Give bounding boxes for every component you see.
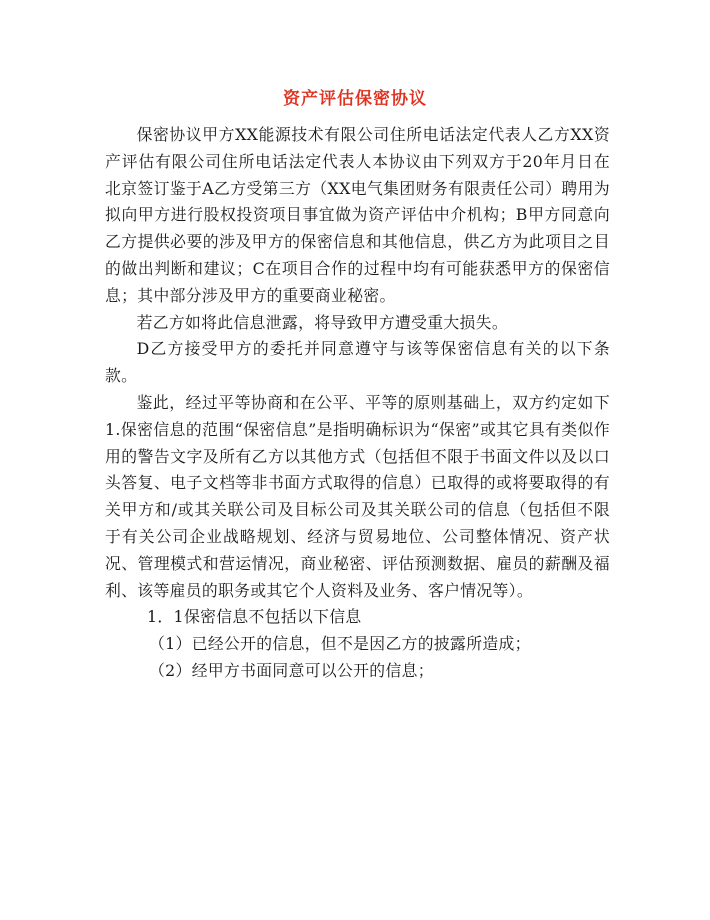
clause-heading: 1．1保密信息不包括以下信息 [147,607,362,627]
paragraph-acceptance: D乙方接受甲方的委托并同意遵守与该等保密信息有关的以下条款。 [105,339,610,386]
document-title: 资产评估保密协议 [283,89,427,109]
clause-item: （1）已经公开的信息，但不是因乙方的披露所造成； [149,634,531,654]
document-body [105,122,610,685]
paragraph-parties: 保密协议甲方XX能源技术有限公司住所电话法定代表人乙方XX资产评估有限公司住所电话法定代表人本协议由下列双方于20年月日在北京签订鉴于A乙方受第三方（XX电气集团财务有限责任公司）聘用为拟向甲方进行股权投资项目事宜做为资产评估中介机构；B甲方同意向乙方提供必要的涉及甲方的保密信息和其他信息，供乙方为此项目之目的做出判断和建议；C在项目合作的过程中均有可能获悉甲方的保密信息；其中部分涉及甲方的重要商业秘密。 [105,125,610,305]
clause-item: （2）经甲方书面同意可以公开的信息； [149,660,434,680]
paragraph-loss: 若乙方如将此信息泄露，将导致甲方遭受重大损失。 [136,312,508,332]
paragraph-scope: 鉴此，经过平等协商和在公平、平等的原则基础上，双方约定如下1.保密信息的范围“保密信息”是指明确标识为“保密”或其它具有类似作用的警告文字及所有乙方以其他方式（包括但不限于书面文件以及以口头答复、电子文档等非书面方式取得的信息）已取得的或将要取得的有关甲方和/或其关联公司及目标公司及其关联公司的信息（包括但不限于有关公司企业战略规划、经济与贸易地位、公司整体情况、资产状况、管理模式和营运情况，商业秘密、评估预测数据、雇员的薪酬及福利、该等雇员的职务或其它个人资料及业务、客户情况等）。 [105,392,610,600]
